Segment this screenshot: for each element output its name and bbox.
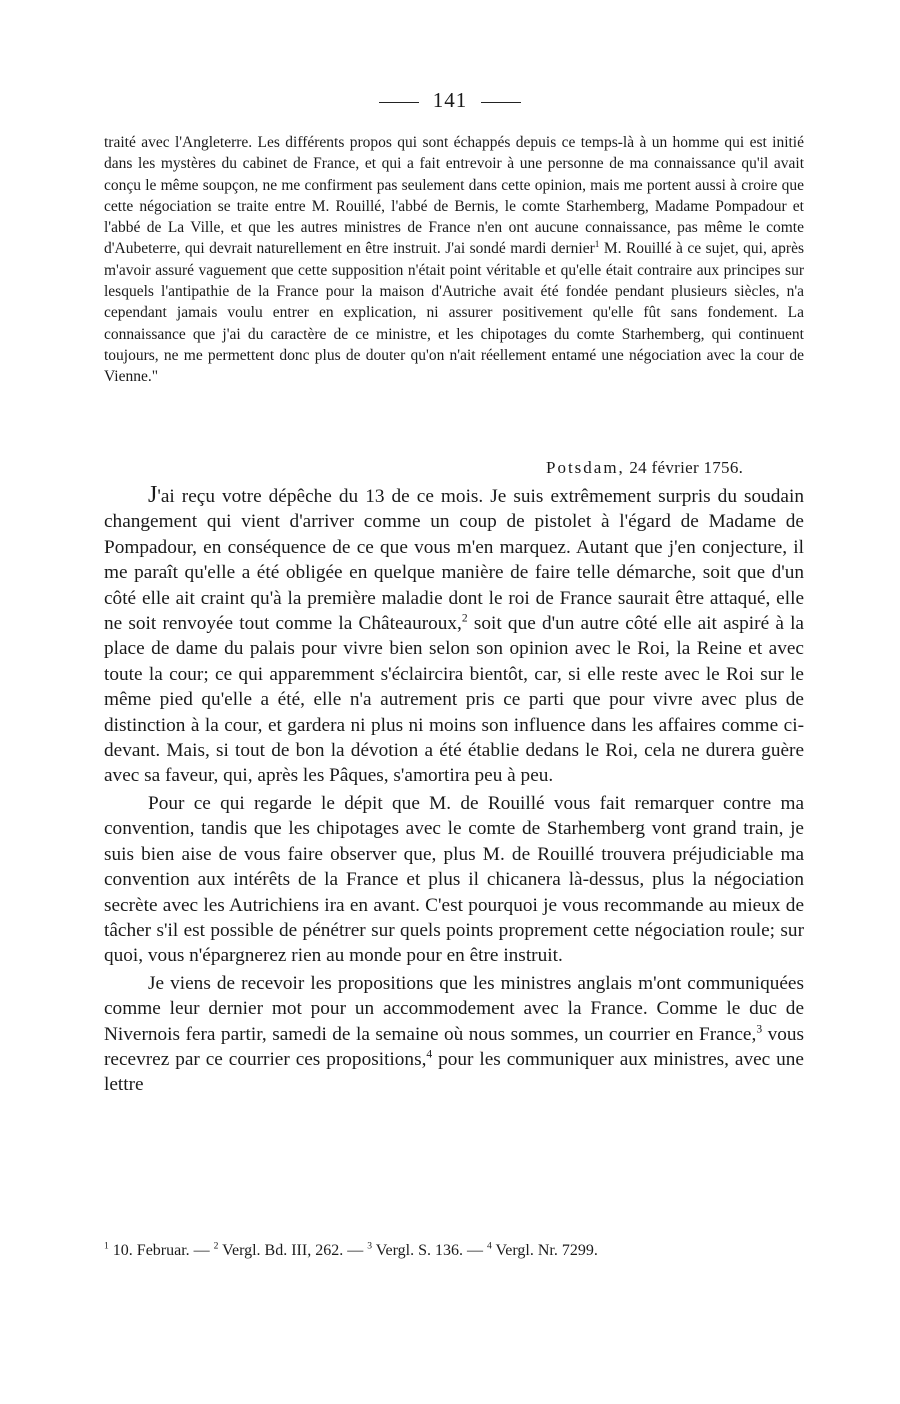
quoted-letter-block [104, 132, 804, 388]
letter-body [104, 483, 804, 1100]
paragraph-2-text: Pour ce qui regarde le dépit que M. de Rouillé vous fait remarquer contre ma convention, tandis que les chipotages avec le comte de Starhemberg vont grand train, je suis bien aise de vous faire observer que, plus M. de Rouillé trouvera préjudiciable ma convention aux intérêts de la France et plus il chicanera là-dessus, plus la négociation secrète avec les Autrichiens ira en avant. C'est pourquoi je vous recommande au mieux de tâcher s'il est possible de pénétrer sur quels points proprement cette négociation roule; sur quoi, vous n'épargnerez rien au monde pour en être instruit. [104, 792, 804, 967]
page-header [0, 88, 900, 113]
footnote-ref-4: 4 [426, 1047, 433, 1061]
page-number: 141 [432, 88, 468, 112]
paragraph-3-text-c: pour les communiquer aux ministres, avec une lettre [104, 1048, 804, 1096]
paragraph-3-text-a: Je viens de recevoir les propositions que les ministres anglais m'ont communiquées comme leur dernier mot pour un accommodement avec la France. Comme le duc de Nivernois fera partir, samedi de la semaine où nous sommes, un courrier en France, [104, 972, 804, 1045]
body-paragraph-1 [104, 483, 804, 789]
footnote-ref-3: 3 [756, 1022, 763, 1036]
footnote-ref-2: 2 [461, 611, 468, 625]
footnote-number-4: 4 [486, 1240, 492, 1252]
header-dash-left [379, 102, 419, 103]
footnote-number-3: 3 [367, 1240, 372, 1252]
footnote-number-1: 1 [104, 1240, 109, 1252]
quoted-paragraph [104, 132, 804, 388]
quote-text-part1: traité avec l'Angleterre. Les différents propos qui sont échappés depuis ce temps-là à un homme qui est initié dans les mystères du cabinet de France, et qui a fait entrevoir à une personne de ma connaissance qu'il avait conçu le même soupçon, ne me confirment pas seulement dans cette opinion, mais me portent aussi à croire que cette négociation se traite entre M. Rouillé, l'abbé de Bernis, le comte Starhemberg, Madame Pompadour et l'abbé de La Ville, et que les autres ministres de France n'en ont aucune connaissance, pas même le comte d'Aubeterre, qui devrait naturellement en être instruit. J'ai sondé mardi dernier [104, 134, 804, 258]
paragraph-3-text-b: vous recevrez par ce courrier ces propositions, [104, 1023, 805, 1070]
dateline-place: Potsdam, [546, 458, 625, 477]
footnote-ref-1: 1 [594, 240, 600, 251]
dateline [546, 458, 743, 478]
footnote-text-3: Vergl. S. 136. — [372, 1242, 487, 1259]
footnote-text-2: Vergl. Bd. III, 262. — [218, 1242, 368, 1259]
quote-text-part2: M. Rouillé à ce sujet, qui, après m'avoir assuré vaguement que cette supposition n'était point véritable et qu'elle était contraire aux principes sur lesquels l'antipathie de la France pour la maison d'Autriche avait été fondée pendant plusieurs siècles, n'a cependant jamais voulu entrer en explication, ni assurer positivement qu'elle fût sans fondement. La connaissance que j'ai du caractère de ce ministre, et les chipotages du comte Starhemberg, qui continuent toujours, ne me permettent donc plus de douter qu'on n'ait réellement entamé une négociation avec la cour de Vienne." [104, 240, 804, 386]
footnotes [104, 1240, 804, 1262]
footnote-number-2: 2 [213, 1240, 219, 1252]
paragraph-1-text-a: 'ai reçu votre dépêche du 13 de ce mois. Je suis extrêmement surpris du soudain changement qui vient d'arriver comme un coup de pistolet à l'égard de Madame de Pompadour, en conséquence de ce que vous m'en marquez. Autant que j'en conjecture, il me paraît qu'elle a été obligée en quelque manière de faire telle démarche, soit que d'un côté elle ait craint qu'à la première maladie dont le roi de France saurait être attaqué, elle ne soit renvoyée tout comme la Châteauroux, [104, 486, 804, 635]
footnote-text-4: Vergl. Nr. 7299. [491, 1242, 598, 1259]
body-paragraph-3 [104, 971, 804, 1098]
paragraph-1-text-b: soit que d'un autre côté elle ait aspiré à la place de dame du palais pour vivre bien selon son opinion avec le Roi, la Reine et avec toute la cour; ce qui apparemment s'éclaircira bientôt, car, si elle reste avec le Roi sur le même pied qu'elle a été, elle n'a autrement pris ce parti que pour vivre avec plus de distinction à la cour, et gardera ni plus ni moins son influence dans les affaires comme ci-devant. Mais, si tout de bon la dévotion a été établie dedans le Roi, cela ne durera guère avec sa faveur, qui, après les Pâques, s'amortira peu à peu. [104, 613, 804, 787]
dateline-date: 24 février 1756. [624, 458, 744, 477]
footnote-text-1: 10. Februar. — [108, 1242, 214, 1259]
body-paragraph-2 [104, 791, 804, 969]
initial-letter: J [148, 482, 158, 508]
header-dash-right [481, 102, 521, 103]
